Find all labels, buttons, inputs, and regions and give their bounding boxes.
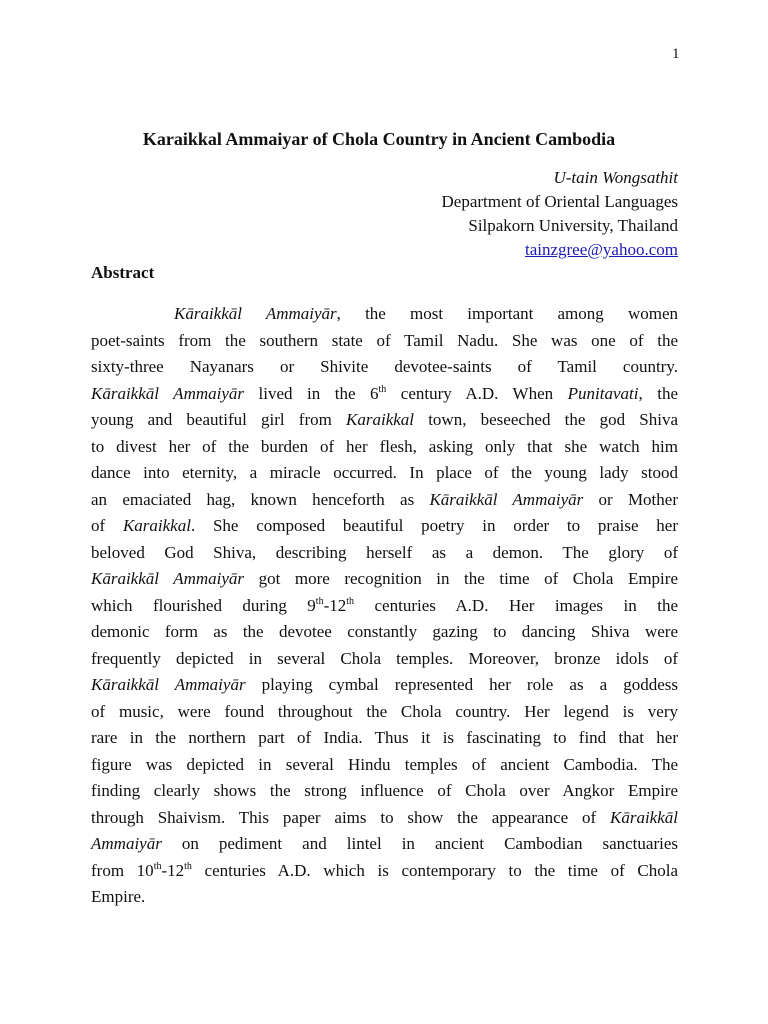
text-run: to divest her of the burden of her flesh, asking only that she watch him [91, 436, 678, 456]
text-run: demonic form as the devotee constantly gazing to dancing Shiva were [91, 622, 678, 641]
author-department: Department of Oriental Languages [441, 192, 678, 211]
superscript-text: th [315, 595, 324, 607]
abstract-line [91, 778, 678, 805]
italic-term: Kāraikkāl Ammaiyār [91, 675, 246, 694]
superscript-text: th [184, 860, 192, 872]
italic-term: Punitavati [567, 383, 639, 403]
text-run: Empire. [91, 887, 146, 906]
abstract-line [91, 434, 678, 461]
abstract-line [91, 858, 678, 885]
text-run: beloved God Shiva, describing herself as a demon. The glory of [91, 542, 678, 562]
superscript-text: th [346, 595, 355, 607]
text-run: through Shaivism. This paper aims to show the appearance of [91, 807, 610, 827]
text-run: playing cymbal represented her role as a goddess [245, 675, 678, 694]
abstract-line [91, 672, 678, 699]
text-run: which flourished during 9 [91, 595, 316, 615]
abstract-line [91, 646, 678, 673]
text-run: young and beautiful girl from [91, 410, 347, 429]
text-run: of music, were found throughout the Chola country. Her legend is very [91, 701, 678, 721]
text-run: sixty-three Nayanars or Shivite devotee-saints of Tamil country. [91, 357, 678, 376]
italic-term: Ammaiyār [91, 834, 162, 853]
author-block [442, 166, 679, 262]
author-university: Silpakorn University, Thailand [468, 216, 678, 235]
abstract-line [91, 381, 678, 408]
text-run: got more recognition in the time of Chola Empire [244, 569, 678, 588]
text-run: , the [638, 383, 679, 403]
text-run: century A.D. When [386, 383, 568, 403]
abstract-line [91, 593, 678, 620]
text-run: finding clearly shows the strong influence of Chola over Angkor Empire [91, 781, 678, 800]
author-email-link[interactable]: tainzgree@yahoo.com [524, 240, 678, 259]
text-run: -12 [161, 860, 185, 880]
superscript-text: th [378, 383, 387, 395]
abstract-line [91, 328, 678, 355]
text-run: rare in the northern part of India. Thus it is fascinating to find that her [91, 728, 678, 747]
italic-term: Kāraikkāl Ammaiyār [429, 489, 584, 509]
text-run: figure was depicted in several Hindu temples of ancient Cambodia. The [91, 754, 678, 774]
author-name: U-tain Wongsathit [553, 168, 678, 187]
abstract-line [91, 884, 678, 911]
abstract-line [91, 460, 678, 487]
text-run: dance into eternity, a miracle occurred. In place of the young lady stood [91, 463, 678, 482]
text-run: town, beseeched the god Shiva [414, 410, 678, 429]
text-run: , the most important among women [336, 304, 678, 323]
page-number: 1 [672, 46, 680, 62]
text-run: an emaciated hag, known henceforth as [91, 489, 430, 509]
paper-title: Karaikkal Ammaiyar of Chola Country in Ancient Cambodia [142, 129, 616, 149]
italic-term: Kāraikkāl [610, 807, 678, 827]
abstract-line [91, 540, 678, 567]
abstract-heading: Abstract [91, 263, 155, 282]
italic-term: Karaikkal [122, 516, 191, 535]
abstract-line [91, 725, 678, 752]
text-run: frequently depicted in several Chola temples. Moreover, bronze idols of [91, 648, 678, 668]
superscript-text: th [153, 860, 162, 872]
abstract-body [91, 301, 678, 911]
text-run: . She composed beautiful poetry in order to praise her [190, 516, 678, 535]
text-run: poet-saints from the southern state of Tamil Nadu. She was one of the [91, 330, 678, 350]
text-run: on pediment and lintel in ancient Cambodian sanctuaries [161, 834, 678, 853]
abstract-line [91, 805, 678, 832]
abstract-line [91, 619, 678, 646]
abstract-line [91, 487, 678, 514]
text-run: centuries A.D. Her images in the [354, 595, 678, 615]
text-run: from 10 [91, 860, 154, 880]
abstract-line [91, 354, 678, 381]
italic-term: Karaikkal [346, 410, 415, 429]
italic-term: Kāraikkāl Ammaiyār [91, 569, 245, 588]
abstract-line [91, 566, 678, 593]
abstract-line [91, 831, 678, 858]
text-run: of [91, 516, 123, 535]
text-run: centuries A.D. which is contemporary to the time of Chola [191, 860, 678, 880]
abstract-line [91, 752, 678, 779]
abstract-line [91, 301, 678, 328]
text-run: lived in the 6 [244, 383, 379, 403]
abstract-line [91, 513, 678, 540]
text-run: or Mother [583, 489, 678, 509]
italic-term: Kāraikkāl Ammaiyār [91, 383, 245, 403]
abstract-line [91, 407, 678, 434]
abstract-line [91, 699, 678, 726]
italic-term: Kāraikkāl Ammaiyār [174, 304, 337, 323]
text-run: -12 [323, 595, 347, 615]
